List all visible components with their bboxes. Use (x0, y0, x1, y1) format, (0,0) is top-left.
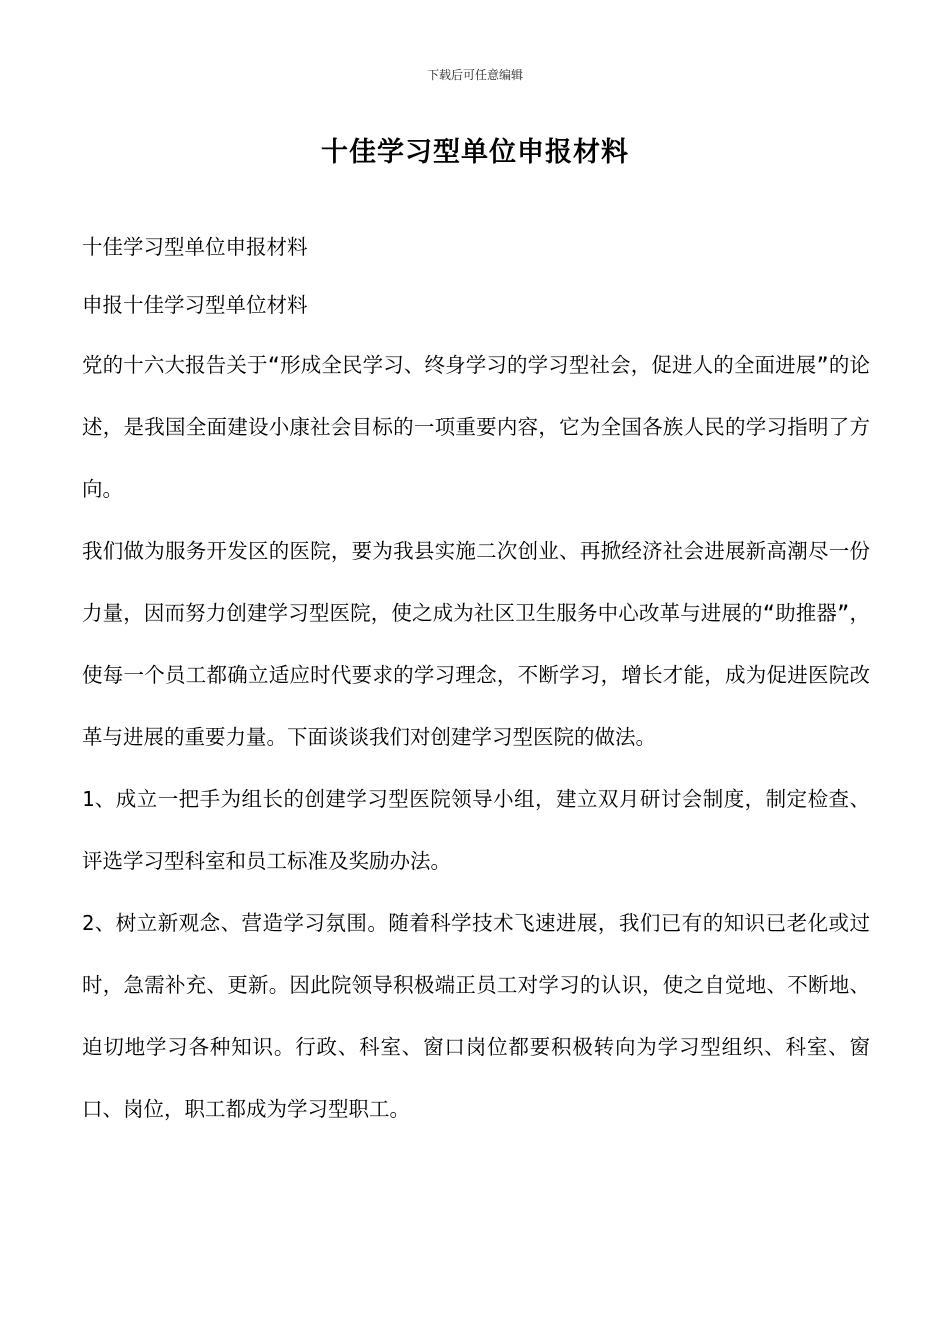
subheading-1: 十佳学习型单位申报材料 (82, 235, 308, 259)
page-header-note: 下载后可任意编辑 (426, 68, 523, 82)
paragraph-1: 党的十六大报告关于“形成全民学习、终身学习的学习型社会，促进人的全面进展”的论述，是我国全面建设小康社会目标的一项重要内容，它为全国各族人民的学习指明了方向。 (82, 353, 870, 501)
subheading-2: 申报十佳学习型单位材料 (82, 293, 308, 317)
paragraph-2: 我们做为服务开发区的医院，要为我县实施二次创业、再掀经济社会进展新高潮尽一份力量，因而努力创建学习型医院，使之成为社区卫生服务中心改革与进展的“助推器”，使每一个员工都确立适应时代要求的学习理念，不断学习，增长才能，成为促进医院改革与进展的重要力量。下面谈谈我们对创建学习型医院的做法。 (82, 539, 870, 749)
paragraph-4: 2、树立新观念、营造学习氛围。随着科学技术飞速进展，我们已有的知识已老化或过时，急需补充、更新。因此院领导积极端正员工对学习的认识，使之自觉地、不断地、迫切地学习各种知识。行政、科室、窗口岗位都要积极转向为学习型组织、科室、窗口、岗位，职工都成为学习型职工。 (82, 911, 870, 1121)
document-title: 十佳学习型单位申报材料 (321, 137, 629, 168)
paragraph-3: 1、成立一把手为组长的创建学习型医院领导小组，建立双月研讨会制度，制定检查、评选学习型科室和员工标准及奖励办法。 (82, 787, 870, 873)
document-body (82, 218, 870, 1140)
